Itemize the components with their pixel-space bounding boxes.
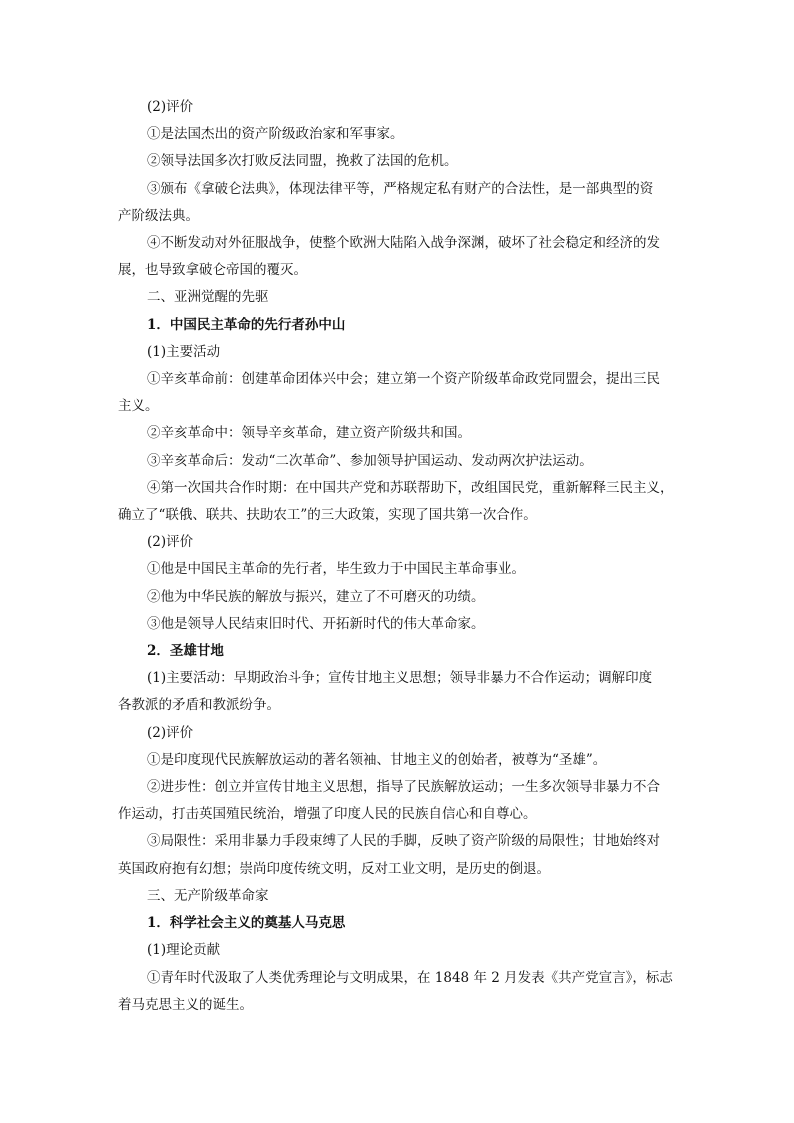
text-line: ①青年时代汲取了人类优秀理论与文明成果，在 1848 年 2 月发表《共产党宣言》，标志 — [147, 969, 673, 986]
section-heading: 1．科学社会主义的奠基人马克思 — [147, 915, 346, 932]
text-line: ②辛亥革命中：领导辛亥革命，建立资产阶级共和国。 — [147, 425, 471, 442]
section-heading: 1．中国民主革命的先行者孙中山 — [147, 316, 346, 333]
text-line: (2)评价 — [147, 724, 194, 741]
text-line: ②进步性：创立并宣传甘地主义思想，指导了民族解放运动；一生多次领导非暴力不合 — [147, 779, 660, 796]
text-line: 三、无产阶级革命家 — [147, 887, 269, 904]
text-line: ①是法国杰出的资产阶级政治家和军事家。 — [147, 126, 404, 143]
text-line: ③局限性：采用非暴力手段束缚了人民的手脚，反映了资产阶级的局限性；甘地始终对 — [147, 833, 660, 850]
text-line: ①是印度现代民族解放运动的著名领袖、甘地主义的创始者，被尊为“圣雄”。 — [147, 751, 607, 768]
text-line: 各教派的矛盾和教派纷争。 — [118, 697, 280, 714]
text-line: (2)评价 — [147, 534, 194, 551]
section-heading: 2．圣雄甘地 — [147, 643, 224, 660]
text-line: 英国政府抱有幻想；崇尚印度传统文明，反对工业文明，是历史的倒退。 — [118, 860, 550, 877]
text-line: ②领导法国多次打败反法同盟，挽救了法国的危机。 — [147, 153, 458, 170]
text-line: ②他为中华民族的解放与振兴，建立了不可磨灭的功绩。 — [147, 588, 485, 605]
text-line: ③他是领导人民结束旧时代、开拓新时代的伟大革命家。 — [147, 615, 485, 632]
text-line: ③颁布《拿破仑法典》，体现法律平等，严格规定私有财产的合法性，是一部典型的资 — [147, 180, 654, 197]
text-line: (2)评价 — [147, 99, 194, 115]
text-line: 着马克思主义的诞生。 — [118, 996, 253, 1013]
text-line: 二、亚洲觉醒的先驱 — [147, 289, 269, 306]
text-line: 主义。 — [118, 398, 159, 415]
text-line: 产阶级法典。 — [118, 207, 199, 224]
text-line: ①他是中国民主革命的先行者，毕生致力于中国民主革命事业。 — [147, 561, 525, 578]
text-line: (1)主要活动：早期政治斗争；宣传甘地主义思想；领导非暴力不合作运动；调解印度 — [147, 670, 653, 687]
text-line: ④不断发动对外征服战争，使整个欧洲大陆陷入战争深渊，破坏了社会稳定和经济的发 — [147, 235, 660, 252]
text-line: 作运动，打击英国殖民统治，增强了印度人民的民族自信心和自尊心。 — [118, 806, 537, 823]
text-line: 展，也导致拿破仑帝国的覆灭。 — [118, 262, 307, 279]
text-line: ④第一次国共合作时期：在中国共产党和苏联帮助下，改组国民党，重新解释三民主义， — [147, 479, 674, 496]
text-line: ①辛亥革命前：创建革命团体兴中会；建立第一个资产阶级革命政党同盟会，提出三民 — [147, 371, 660, 388]
text-line: (1)理论贡献 — [147, 942, 221, 959]
text-line: (1)主要活动 — [147, 343, 221, 360]
text-line: ③辛亥革命后：发动“二次革命”、参加领导护国运动、发动两次护法运动。 — [147, 452, 593, 469]
document-body — [118, 94, 678, 1019]
text-line: 确立了“联俄、联共、扶助农工”的三大政策，实现了国共第一次合作。 — [118, 507, 537, 524]
